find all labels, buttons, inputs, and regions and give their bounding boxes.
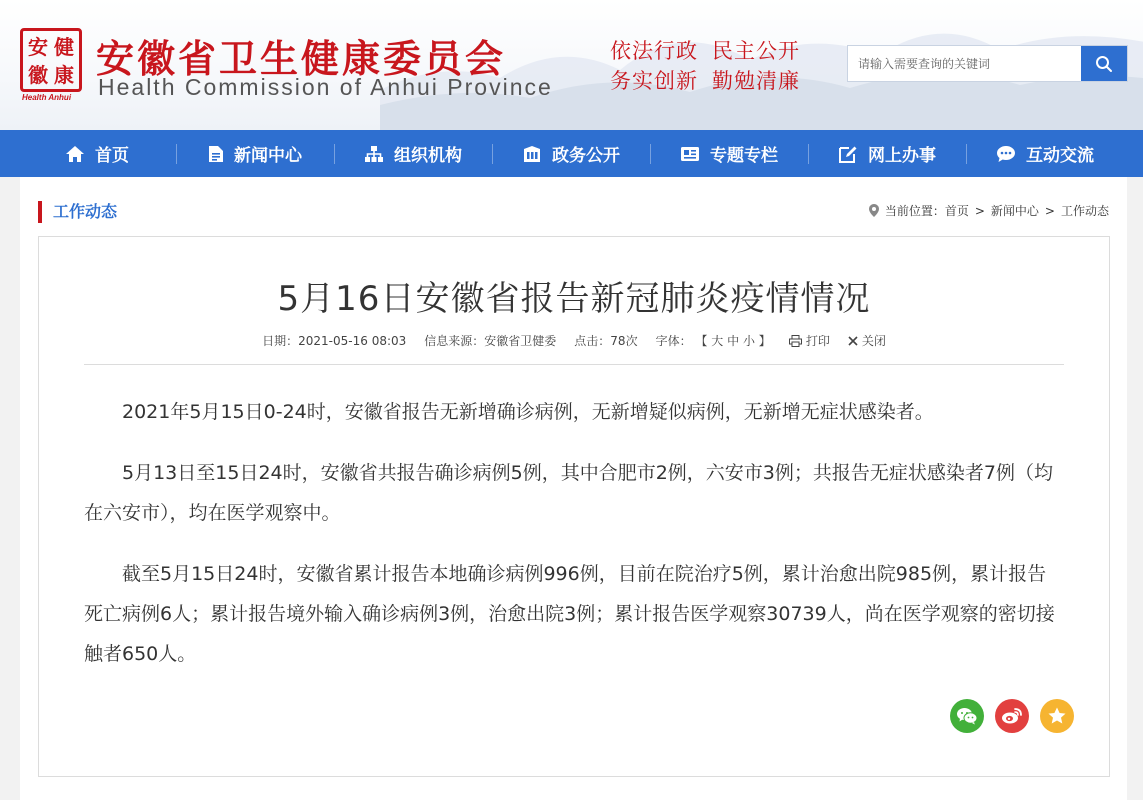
chat-icon (996, 145, 1016, 163)
close-icon (848, 336, 858, 346)
star-icon (1047, 706, 1067, 726)
search-button[interactable] (1081, 46, 1127, 81)
site-title[interactable]: 安徽省卫生健康委员会 (96, 37, 507, 81)
article-body (84, 392, 1064, 695)
print-button[interactable] (789, 332, 830, 349)
main-nav (0, 130, 1143, 177)
logo-seal[interactable] (20, 28, 82, 92)
nav-item-news[interactable] (176, 130, 334, 177)
nav-item-organization[interactable] (334, 130, 492, 177)
breadcrumb-link-news[interactable]: 新闻中心 (990, 204, 1039, 218)
slogan-text: 勤勉清廉 (712, 69, 800, 93)
nav-label: 网上办事 (868, 146, 936, 166)
nav-label: 首页 (95, 146, 129, 166)
breadcrumb (869, 202, 1109, 219)
slogan-text: 务实创新 (610, 69, 698, 93)
font-size-label: 字体： (655, 334, 692, 348)
topic-icon (680, 145, 700, 163)
document-icon (208, 145, 224, 163)
slogan-text: 依法行政 (610, 39, 698, 63)
nav-label: 新闻中心 (234, 146, 302, 166)
section-title[interactable]: 工作动态 (53, 202, 118, 221)
nav-label: 专题专栏 (710, 146, 778, 166)
bracket-open: 【 (695, 334, 708, 348)
close-button[interactable] (848, 332, 886, 349)
print-label: 打印 (805, 334, 830, 348)
breadcrumb-separator: > (974, 203, 985, 218)
close-label: 关闭 (861, 334, 886, 348)
article-paragraph: 截至5月15日24时，安徽省累计报告本地确诊病例996例，目前在院治疗5例，累计治愈出院985例，累计报告死亡病例6人；累计报告境外输入确诊病例3例，治愈出院3例；累计报告医学观察30739人，尚在医学观察的密切接触者650人。 (84, 563, 1055, 665)
home-icon (65, 145, 85, 163)
search-input[interactable] (848, 46, 1081, 81)
wechat-icon (956, 707, 978, 725)
font-size-small[interactable]: 小 (742, 334, 755, 348)
edit-icon (838, 145, 858, 163)
font-size-large[interactable]: 大 (711, 334, 724, 348)
location-pin-icon (869, 204, 879, 217)
logo-subtitle: Health Anhui (22, 93, 72, 102)
org-chart-icon (364, 145, 384, 163)
bracket-close: 】 (758, 334, 771, 348)
share-weibo-button[interactable] (995, 699, 1029, 733)
weibo-icon (1001, 707, 1023, 725)
breadcrumb-separator: > (1044, 203, 1055, 218)
nav-label: 组织机构 (394, 146, 462, 166)
logo-char: 安 (28, 35, 48, 59)
nav-label: 政务公开 (552, 146, 620, 166)
share-bar (939, 699, 1074, 733)
share-wechat-button[interactable] (950, 699, 984, 733)
favorite-button[interactable] (1040, 699, 1074, 733)
article-meta (39, 332, 1109, 349)
article-source: 信息来源：安徽省卫健委 (424, 334, 557, 348)
font-size-medium[interactable]: 中 (727, 334, 740, 348)
nav-item-interaction[interactable] (966, 130, 1124, 177)
font-size-control (656, 332, 771, 349)
meta-divider (84, 364, 1064, 365)
nav-item-government-affairs[interactable] (492, 130, 650, 177)
nav-item-online-services[interactable] (808, 130, 966, 177)
logo-char: 康 (54, 63, 74, 87)
building-icon (522, 145, 542, 163)
search-box (847, 45, 1128, 82)
article-clicks: 点击：78次 (574, 334, 638, 348)
logo-char: 徽 (28, 63, 48, 87)
article-paragraph: 5月13日至15日24时，安徽省共报告确诊病例5例，其中合肥市2例，六安市3例；共报告无症状感染者7例（均在六安市），均在医学观察中。 (84, 462, 1053, 524)
breadcrumb-prefix: 当前位置： (884, 204, 945, 218)
logo-char: 健 (54, 35, 74, 59)
nav-item-home[interactable] (18, 130, 176, 177)
article-paragraph: 2021年5月15日0-24时，安徽省报告无新增确诊病例，无新增疑似病例，无新增无症状感染者。 (122, 401, 934, 423)
site-title-english: Health Commission of Anhui Province (98, 74, 553, 100)
main-content (20, 177, 1127, 800)
site-header (0, 0, 1143, 130)
breadcrumb-link-work-news[interactable]: 工作动态 (1060, 204, 1109, 218)
search-icon (1095, 55, 1113, 73)
article-title: 5月16日安徽省报告新冠肺炎疫情情况 (277, 279, 871, 319)
section-accent-bar (38, 201, 42, 223)
slogan (610, 36, 814, 96)
article-panel (38, 236, 1110, 777)
article-date: 日期：2021-05-16 08:03 (262, 334, 407, 348)
slogan-text: 民主公开 (712, 39, 800, 63)
breadcrumb-link-home[interactable]: 首页 (944, 204, 969, 218)
print-icon (789, 335, 802, 347)
nav-label: 互动交流 (1026, 146, 1094, 166)
nav-item-topics[interactable] (650, 130, 808, 177)
